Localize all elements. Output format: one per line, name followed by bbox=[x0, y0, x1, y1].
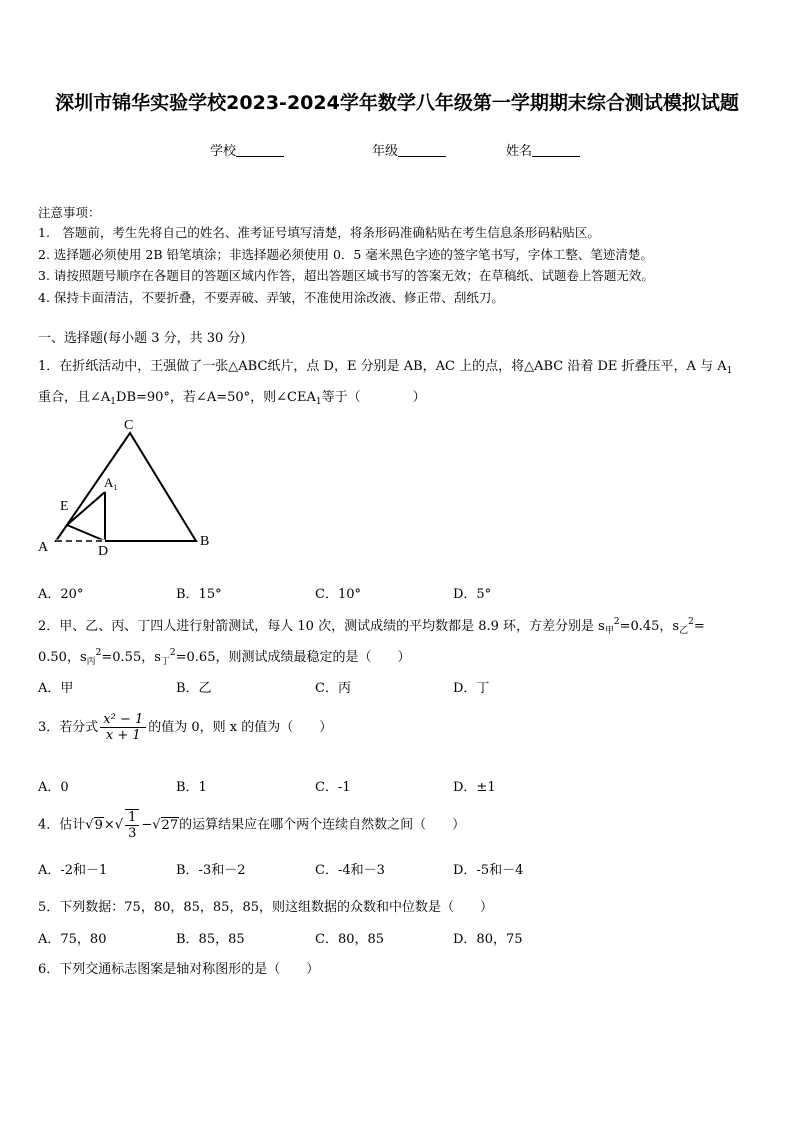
label-a1: $A_1$ bbox=[104, 475, 118, 492]
label-b: B bbox=[200, 534, 210, 549]
triangle-abc bbox=[56, 433, 196, 541]
dashed-ea bbox=[56, 525, 67, 541]
q2-option-d[interactable]: D．丁 bbox=[453, 681, 490, 696]
note-item: 1. 答题前，考生先将自己的姓名、准考证号填写清楚，将条形码准确粘贴在考生信息条形码粘贴区。 bbox=[38, 225, 600, 240]
name-blank bbox=[532, 143, 580, 157]
school-field bbox=[210, 140, 284, 159]
sqrt-sign: √ bbox=[85, 817, 94, 833]
q4-option-d[interactable]: D．-5和－4 bbox=[453, 863, 524, 878]
sqrt-sign: √ bbox=[114, 817, 124, 833]
q3-option-c[interactable]: C．-1 bbox=[315, 780, 351, 795]
question-1-line-1: 1．在折纸活动中，王强做了一张△ABC纸片，点 D，E 分别是 AB，AC 上的点，将△ABC 沿着 DE 折叠压平，A 与 $A_1$ bbox=[38, 359, 733, 376]
sqrt-sign: √ bbox=[152, 817, 161, 833]
q1-option-a[interactable]: A．20° bbox=[38, 587, 84, 602]
name-label: 姓名 bbox=[506, 144, 533, 159]
fraction: $\frac{\text{x² − 1}}{x + 1}$ bbox=[100, 712, 146, 743]
fraction: $\frac{1}{3}$ bbox=[125, 809, 139, 841]
school-blank bbox=[236, 143, 284, 157]
name-field bbox=[506, 140, 580, 159]
question-2-line-2: 0.50，$s_丙^2=0.55$，$s_丁^2=0.65$，则测试成绩最稳定的是（ ） bbox=[38, 648, 411, 667]
q4-option-a[interactable]: A．-2和－1 bbox=[38, 863, 108, 878]
q3-option-b[interactable]: B．1 bbox=[176, 780, 207, 795]
q1-option-d[interactable]: D．5° bbox=[453, 587, 492, 602]
question-1-line-2: 重合，且$\angle A_1DB=90^\circ$，若∠A=50°，则$\angle CEA_1$等于（ ） bbox=[38, 390, 426, 407]
label-e: E bbox=[60, 499, 69, 514]
q1-option-b[interactable]: B．15° bbox=[176, 587, 222, 602]
q4-option-c[interactable]: C．-4和－3 bbox=[315, 863, 385, 878]
grade-field bbox=[372, 140, 446, 159]
q2-option-b[interactable]: B．乙 bbox=[176, 681, 212, 696]
q3-option-d[interactable]: D．±1 bbox=[453, 780, 496, 795]
q5-option-a[interactable]: A．75，80 bbox=[38, 932, 107, 947]
note-item: 2. 选择题必须使用 2B 铅笔填涂；非选择题必须使用 0．5 毫米黑色字迹的签字笔书写，字体工整、笔迹清楚。 bbox=[38, 247, 653, 262]
grade-label: 年级 bbox=[372, 144, 399, 159]
question-6: 6．下列交通标志图案是轴对称图形的是（ ） bbox=[38, 962, 320, 977]
label-a: A bbox=[38, 540, 49, 555]
grade-blank bbox=[398, 143, 446, 157]
q5-option-d[interactable]: D．80，75 bbox=[453, 932, 523, 947]
note-item: 3. 请按照题号顺序在各题目的答题区域内作答，超出答题区域书写的答案无效；在草稿纸、试题卷上答题无效。 bbox=[38, 268, 654, 283]
question-5: 5．下列数据：75，80，85，85，85，则这组数据的众数和中位数是（ ） bbox=[38, 900, 493, 915]
q2-option-c[interactable]: C．丙 bbox=[315, 681, 351, 696]
question-2-line-1: 2．甲、乙、丙、丁四人进行射箭测试，每人 10 次，测试成绩的平均数都是 8.9 环，方差分别是 $s_甲^2=0.45$，$s_乙^2=$ bbox=[38, 617, 705, 636]
school-label: 学校 bbox=[210, 144, 237, 159]
question-4: 4．估计√9×√ $\frac{1}{3}$ −√27的运算结果应在哪个两个连续自然数之间（ ） bbox=[38, 810, 466, 841]
fold-line-ed bbox=[67, 525, 105, 541]
label-d: D bbox=[98, 544, 109, 559]
q5-option-b[interactable]: B．85，85 bbox=[176, 932, 245, 947]
note-item: 4. 保持卡面清洁，不要折叠，不要弄破、弄皱，不准使用涂改液、修正带、刮纸刀。 bbox=[38, 290, 504, 305]
notes-heading: 注意事项： bbox=[38, 205, 101, 220]
q3-option-a[interactable]: A．0 bbox=[38, 780, 69, 795]
section-heading: 一、选择题(每小题 3 分，共 30 分) bbox=[38, 331, 246, 346]
q5-option-c[interactable]: C．80，85 bbox=[315, 932, 385, 947]
page-title: 深圳市锦华实验学校2023-2024学年数学八年级第一学期期末综合测试模拟试题 bbox=[55, 92, 739, 114]
label-c: C bbox=[124, 418, 134, 433]
q2-option-a[interactable]: A．甲 bbox=[38, 681, 74, 696]
q4-option-b[interactable]: B．-3和－2 bbox=[176, 863, 246, 878]
triangle-figure bbox=[36, 415, 226, 565]
question-3: 3．若分式 $\frac{\text{x² − 1}}{x + 1}$ 的值为 0，则 x 的值为（ ） bbox=[38, 712, 333, 743]
q1-option-c[interactable]: C．10° bbox=[315, 587, 361, 602]
